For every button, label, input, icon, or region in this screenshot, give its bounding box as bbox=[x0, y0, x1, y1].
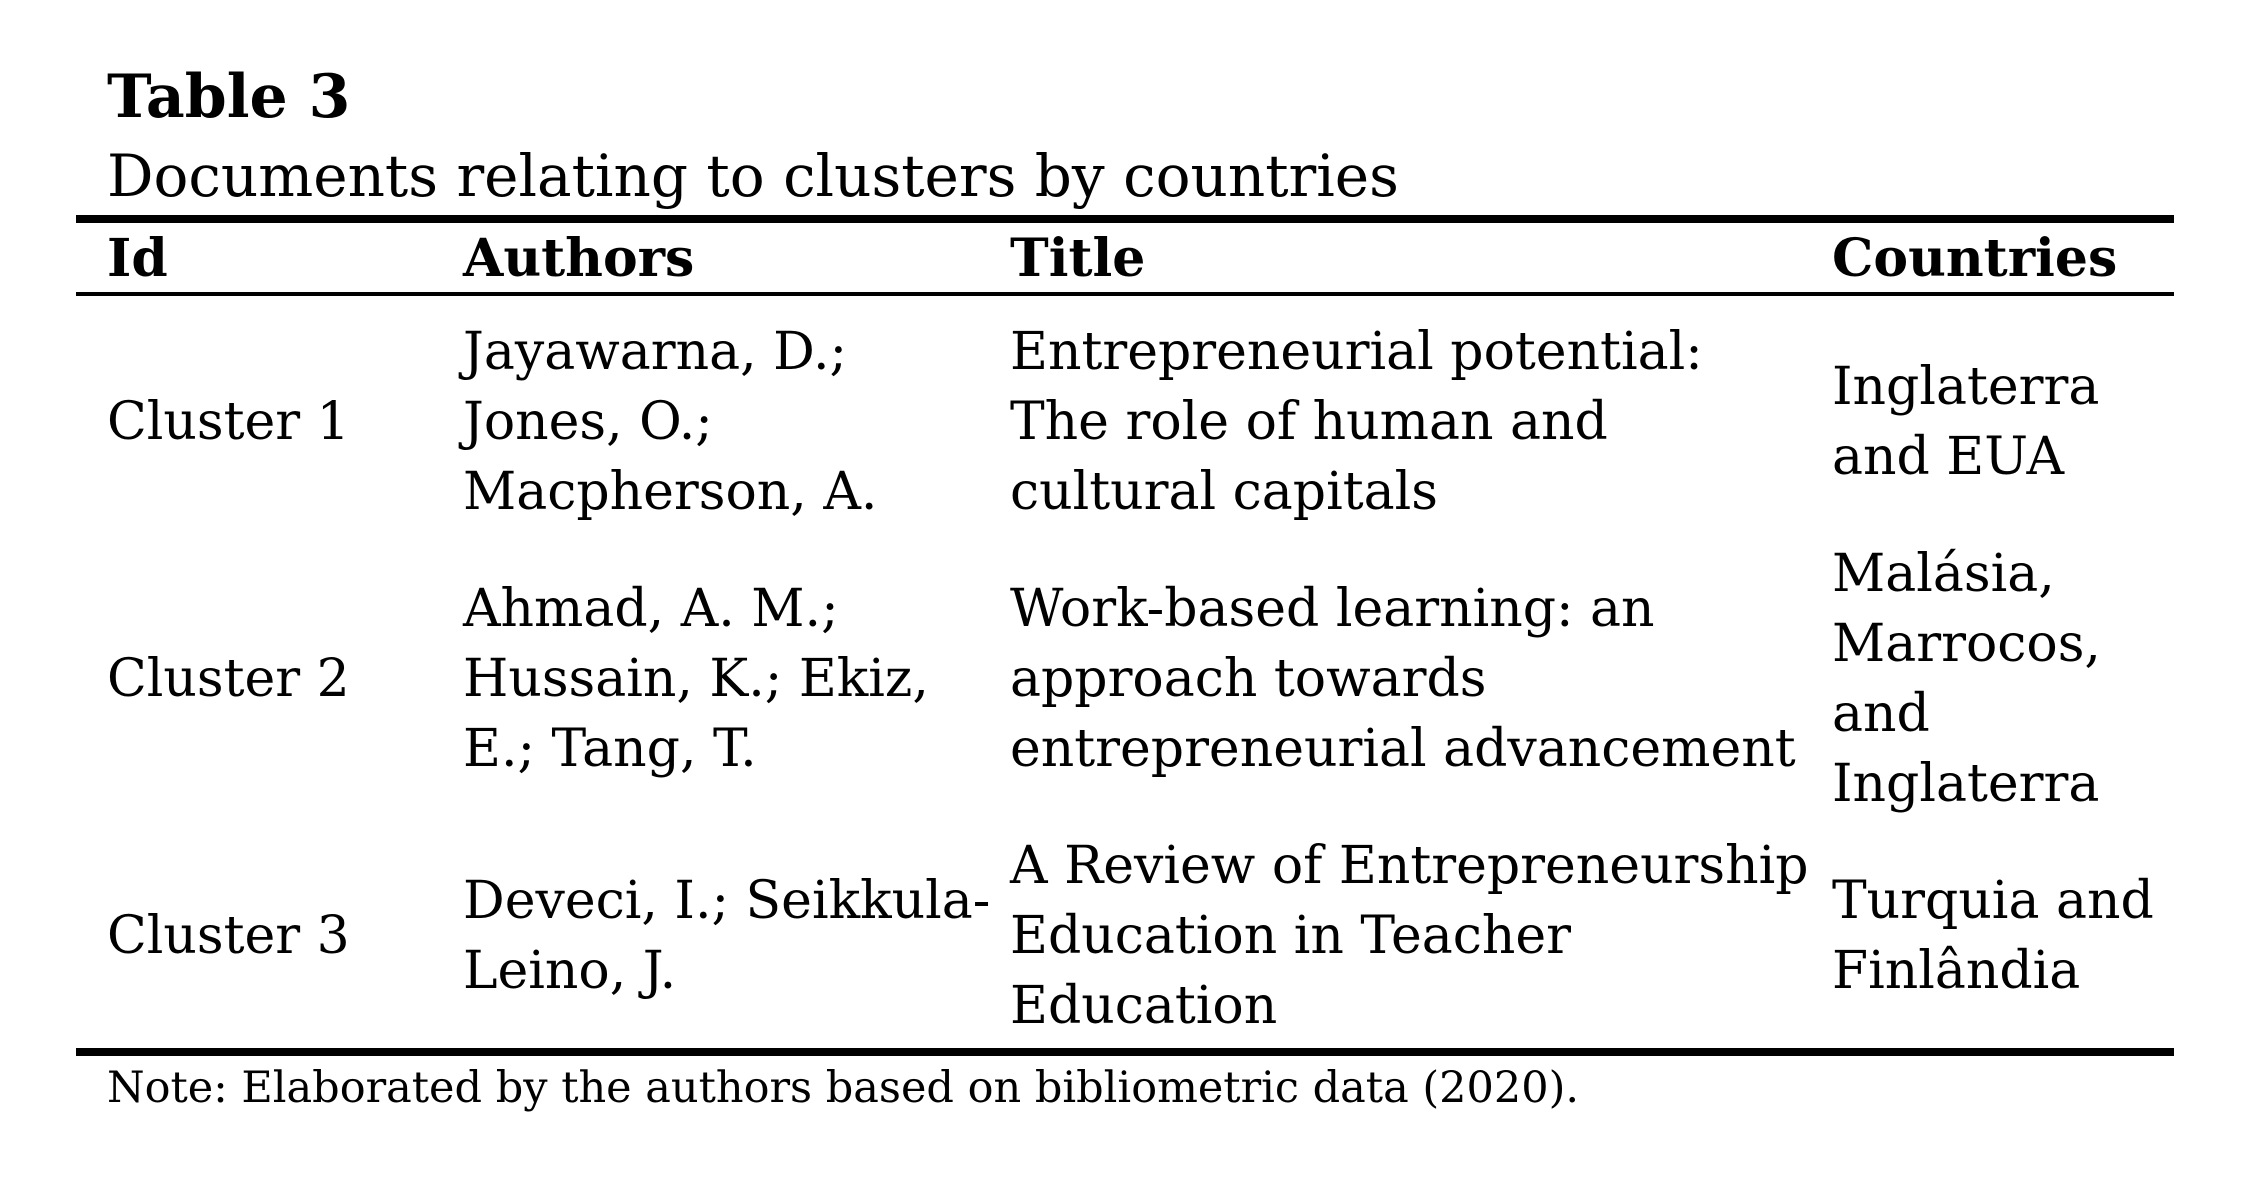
cell-line: entrepreneurial advancement bbox=[1010, 719, 1796, 779]
cell-title bbox=[1010, 317, 1703, 527]
cell-line: Jones, O.; bbox=[463, 392, 713, 452]
cell-line: approach towards bbox=[1010, 649, 1487, 709]
bottom-rule bbox=[76, 1048, 2174, 1056]
cell-line: Work-based learning: an bbox=[1010, 579, 1655, 639]
header-countries: Countries bbox=[1832, 228, 2118, 289]
cell-line: and EUA bbox=[1832, 427, 2065, 487]
cell-line: Cluster 1 bbox=[107, 392, 350, 452]
table-caption: Documents relating to clusters by countries bbox=[107, 142, 1399, 210]
cell-line: Inglaterra bbox=[1832, 357, 2100, 417]
cell-line: Cluster 3 bbox=[107, 906, 350, 966]
cell-line: Ahmad, A. M.; bbox=[463, 579, 839, 639]
cell-line: Education in Teacher bbox=[1010, 906, 1572, 966]
cell-line: E.; Tang, T. bbox=[463, 719, 757, 779]
cell-line: Entrepreneurial potential: bbox=[1010, 322, 1703, 382]
header-rule bbox=[76, 292, 2174, 296]
cell-authors bbox=[463, 866, 990, 1006]
cell-line: Cluster 2 bbox=[107, 649, 350, 709]
cell-countries bbox=[1832, 539, 2101, 819]
cell-authors bbox=[463, 574, 929, 784]
cell-title bbox=[1010, 831, 1809, 1041]
cell-line: Inglaterra bbox=[1832, 754, 2100, 814]
cell-id bbox=[107, 901, 350, 971]
cell-line: Hussain, K.; Ekiz, bbox=[463, 649, 929, 709]
cell-line: Marrocos, bbox=[1832, 614, 2101, 674]
cell-line: Deveci, I.; Seikkula- bbox=[463, 871, 991, 931]
cell-line: Leino, J. bbox=[463, 941, 677, 1001]
header-id: Id bbox=[107, 228, 168, 289]
cell-line: cultural capitals bbox=[1010, 462, 1438, 522]
cell-id bbox=[107, 387, 350, 457]
cell-line: and bbox=[1832, 684, 1930, 744]
cell-line: Finlândia bbox=[1832, 941, 2081, 1001]
cell-countries bbox=[1832, 352, 2099, 492]
cell-countries bbox=[1832, 866, 2154, 1006]
cell-line: Macpherson, A. bbox=[463, 462, 878, 522]
cell-line: Jayawarna, D.; bbox=[463, 322, 848, 382]
cell-line: Turquia and bbox=[1832, 871, 2154, 931]
header-authors: Authors bbox=[463, 228, 695, 289]
table-label: Table 3 bbox=[107, 62, 351, 132]
cell-line: Malásia, bbox=[1832, 544, 2055, 604]
cell-authors bbox=[463, 317, 877, 527]
cell-line: The role of human and bbox=[1010, 392, 1608, 452]
header-title: Title bbox=[1010, 228, 1146, 289]
cell-line: A Review of Entrepreneurship bbox=[1010, 836, 1809, 896]
cell-line: Education bbox=[1010, 976, 1278, 1036]
top-rule bbox=[76, 215, 2174, 223]
cell-id bbox=[107, 644, 350, 714]
cell-title bbox=[1010, 574, 1796, 784]
table-note: Note: Elaborated by the authors based on bibliometric data (2020). bbox=[107, 1063, 1580, 1113]
